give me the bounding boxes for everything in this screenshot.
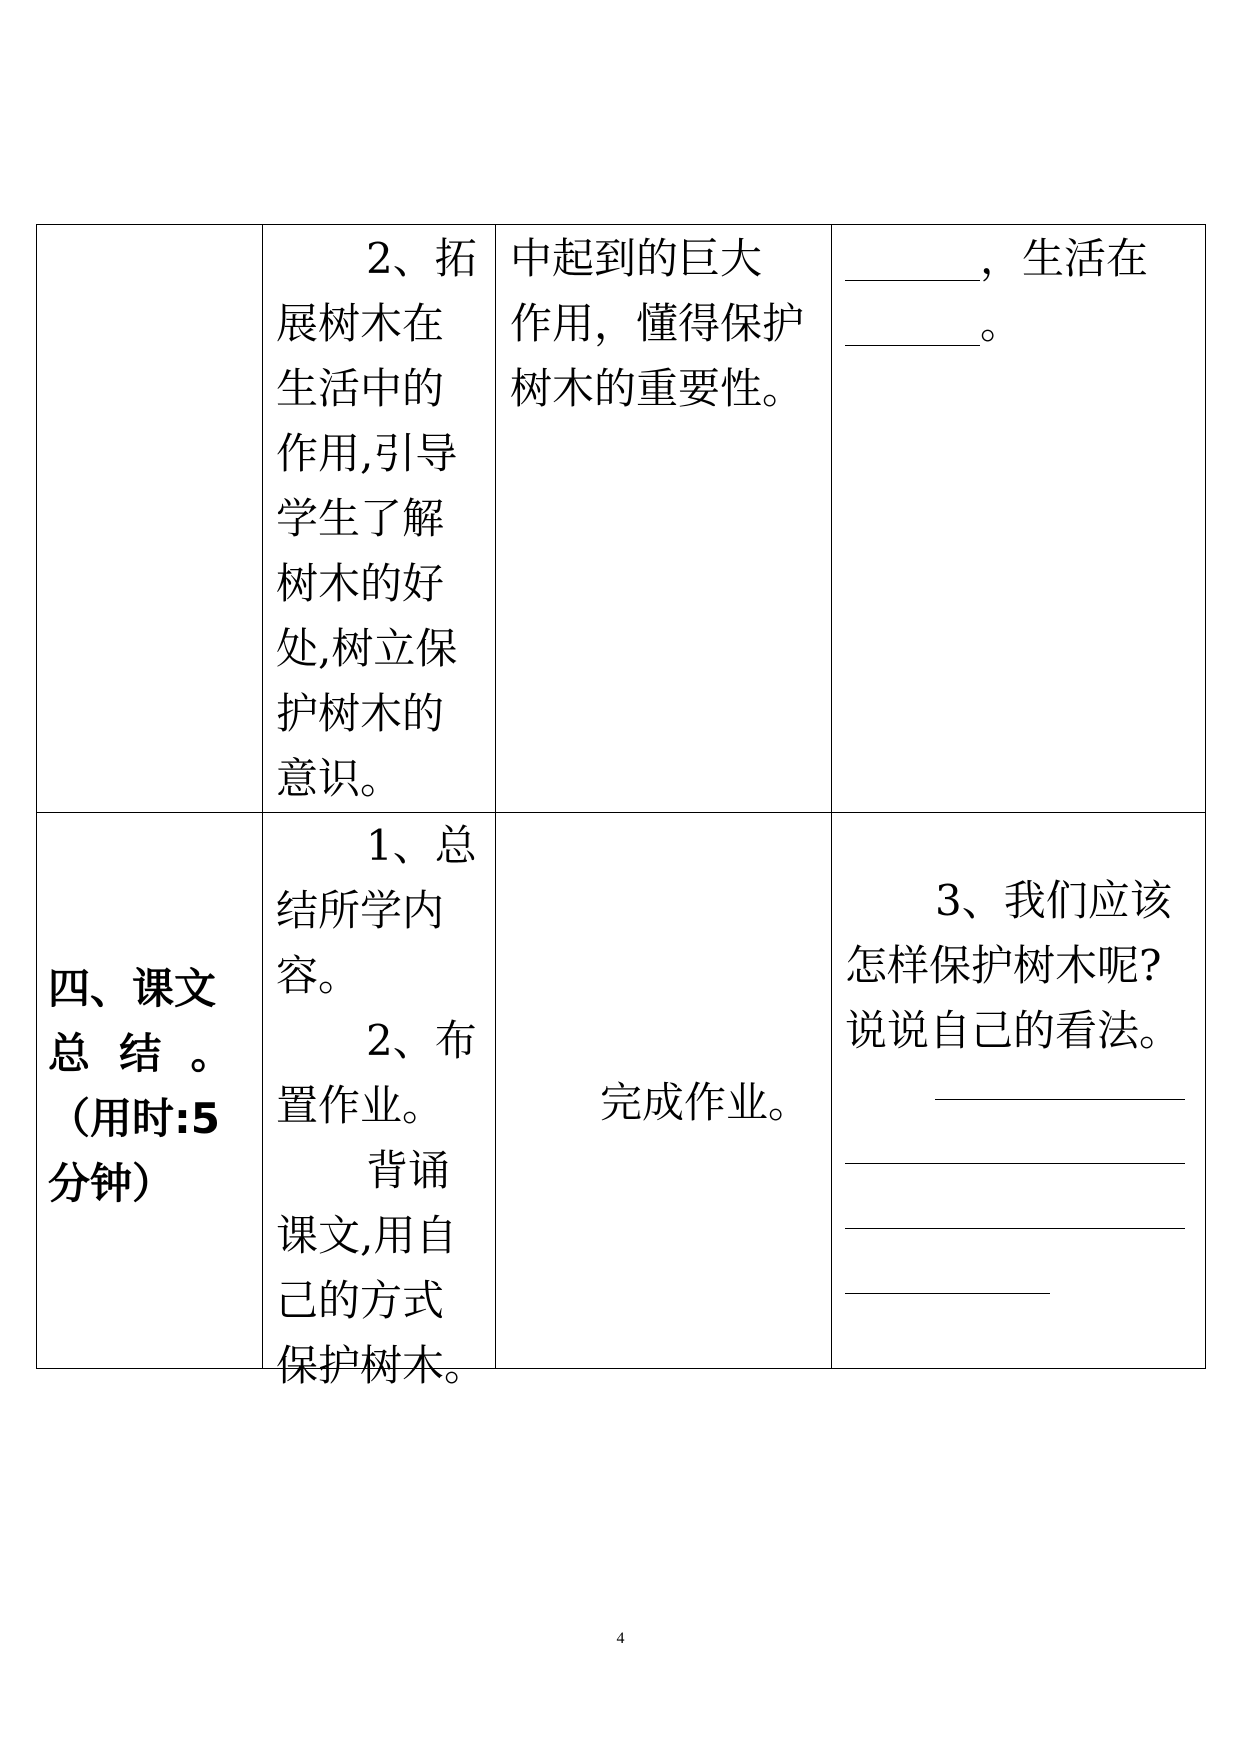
fill-in-blank (845, 345, 980, 346)
text-line: 置作业。 (276, 1081, 445, 1130)
answer-line (845, 1293, 1050, 1294)
answer-line (845, 1163, 1185, 1164)
text-line: 树木的好 (276, 559, 445, 608)
text-line: 展树木在 (276, 299, 445, 348)
text-line: 作用，懂得保护 (510, 299, 805, 348)
text-line: 背诵 (366, 1146, 451, 1195)
text-line: 树木的重要性。 (510, 364, 805, 413)
row-divider (37, 812, 1205, 813)
text-line: 3、我们应该 (935, 876, 1172, 925)
text-line: 完成作业。 (600, 1078, 811, 1127)
text-line: 1、总 (366, 821, 477, 870)
text-line: 结所学内 (276, 886, 445, 935)
text-line: 中起到的巨大 (510, 234, 763, 283)
section-title-line: 分钟） (48, 1159, 175, 1208)
section-title-line: （用时:5 (48, 1094, 221, 1143)
answer-line (845, 1228, 1185, 1229)
text-line: ，生活在 (980, 234, 1149, 283)
column-divider (495, 225, 496, 1368)
text-line: 怎样保护树木呢? (845, 941, 1162, 990)
text-line: 说说自己的看法。 (845, 1006, 1182, 1055)
text-line: 2、布 (366, 1016, 477, 1065)
text-line: 容。 (276, 951, 361, 1000)
text-line: 生活中的 (276, 364, 445, 413)
fill-in-blank (845, 280, 980, 281)
text-line: 2、拓 (366, 234, 477, 283)
text-line: 意识。 (276, 754, 403, 803)
text-line: 学生了解 (276, 494, 445, 543)
text-line: 。 (980, 299, 1023, 348)
section-title-line: 总 结 。 (48, 1029, 233, 1078)
text-line: 课文,用自 (276, 1211, 458, 1260)
text-line: 保护树木。 (276, 1341, 487, 1390)
text-line: 护树木的 (276, 689, 445, 738)
text-line: 作用,引导 (276, 429, 458, 478)
column-divider (831, 225, 832, 1368)
text-line: 己的方式 (276, 1276, 445, 1325)
text-line: 处,树立保 (276, 624, 458, 673)
answer-line (935, 1099, 1185, 1100)
section-title-line: 四、课文 (48, 964, 217, 1013)
column-divider (262, 225, 263, 1368)
page-number: 4 (616, 1630, 625, 1647)
